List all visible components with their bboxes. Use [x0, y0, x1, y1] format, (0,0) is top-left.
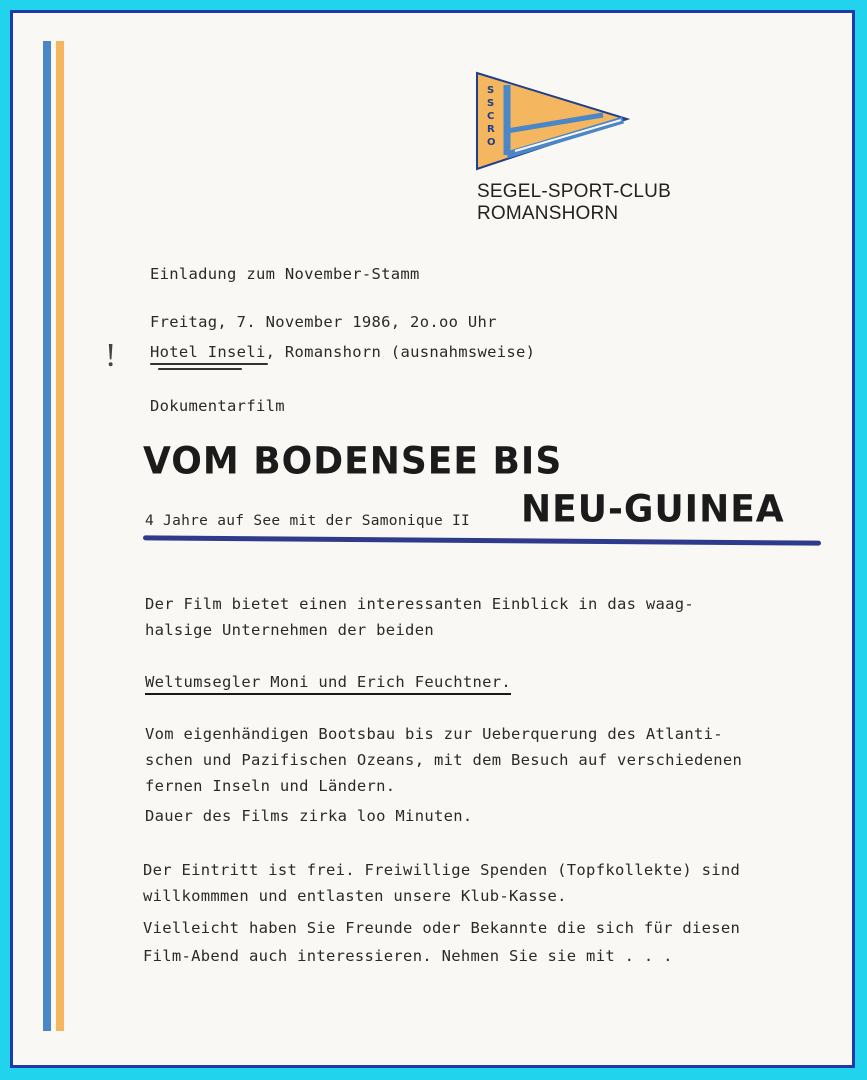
venue-underline-1 — [150, 363, 268, 365]
sailors-name: Weltumsegler Moni und Erich Feuchtner. — [145, 673, 511, 695]
body-paragraph2-line2: schen und Pazifischen Ozeans, mit dem Besuch auf verschiedenen — [145, 751, 743, 769]
film-subtitle: 4 Jahre auf See mit der Samonique II — [145, 513, 471, 529]
body-paragraph3-line2: willkommmen und entlasten unsere Klub-Kasse. — [143, 887, 567, 905]
film-title-part1: VOM BODENSEE BIS — [143, 439, 563, 484]
venue-location: , Romanshorn (ausnahmsweise) — [265, 343, 536, 361]
club-name — [477, 181, 671, 225]
body-paragraph1-line2: halsige Unternehmen der beiden — [145, 621, 434, 639]
club-name-line1: SEGEL-SPORT-CLUB — [477, 181, 671, 202]
blue-side-stripe — [43, 41, 51, 1031]
body-paragraph2-line1: Vom eigenhändigen Bootsbau bis zur Ueberquerung des Atlanti- — [145, 725, 723, 743]
document-page — [10, 10, 855, 1068]
body-paragraph2-line3: fernen Inseln und Ländern. — [145, 777, 396, 795]
body-paragraph3-line1: Der Eintritt ist frei. Freiwillige Spenden (Topfkollekte) sind — [143, 861, 741, 879]
film-category: Dokumentarfilm — [150, 397, 285, 415]
body-paragraph3-line3: Vielleicht haben Sie Freunde oder Bekannte die sich für diesen — [143, 919, 741, 937]
venue-underline-2 — [158, 368, 242, 370]
headline-rule — [143, 535, 821, 545]
margin-exclamation-mark: ! — [105, 337, 117, 374]
invitation-line: Einladung zum November-Stamm — [150, 265, 420, 283]
club-pennant-logo — [475, 71, 635, 171]
body-paragraph3-line4: Film-Abend auch interessieren. Nehmen Sie sie mit . . . — [143, 947, 673, 965]
event-venue — [150, 343, 535, 361]
film-title-part2: NEU-GUINEA — [521, 487, 785, 532]
body-paragraph1-line1: Der Film bietet einen interessanten Einblick in das waag- — [145, 595, 695, 613]
orange-side-stripe — [56, 41, 64, 1031]
logo-letter: S S C R O — [487, 85, 496, 148]
event-date-time: Freitag, 7. November 1986, 2o.oo Uhr — [150, 313, 497, 331]
club-name-line2: ROMANSHORN — [477, 203, 619, 224]
venue-name: Hotel Inseli — [150, 343, 266, 361]
film-duration: Dauer des Films zirka loo Minuten. — [145, 807, 473, 825]
